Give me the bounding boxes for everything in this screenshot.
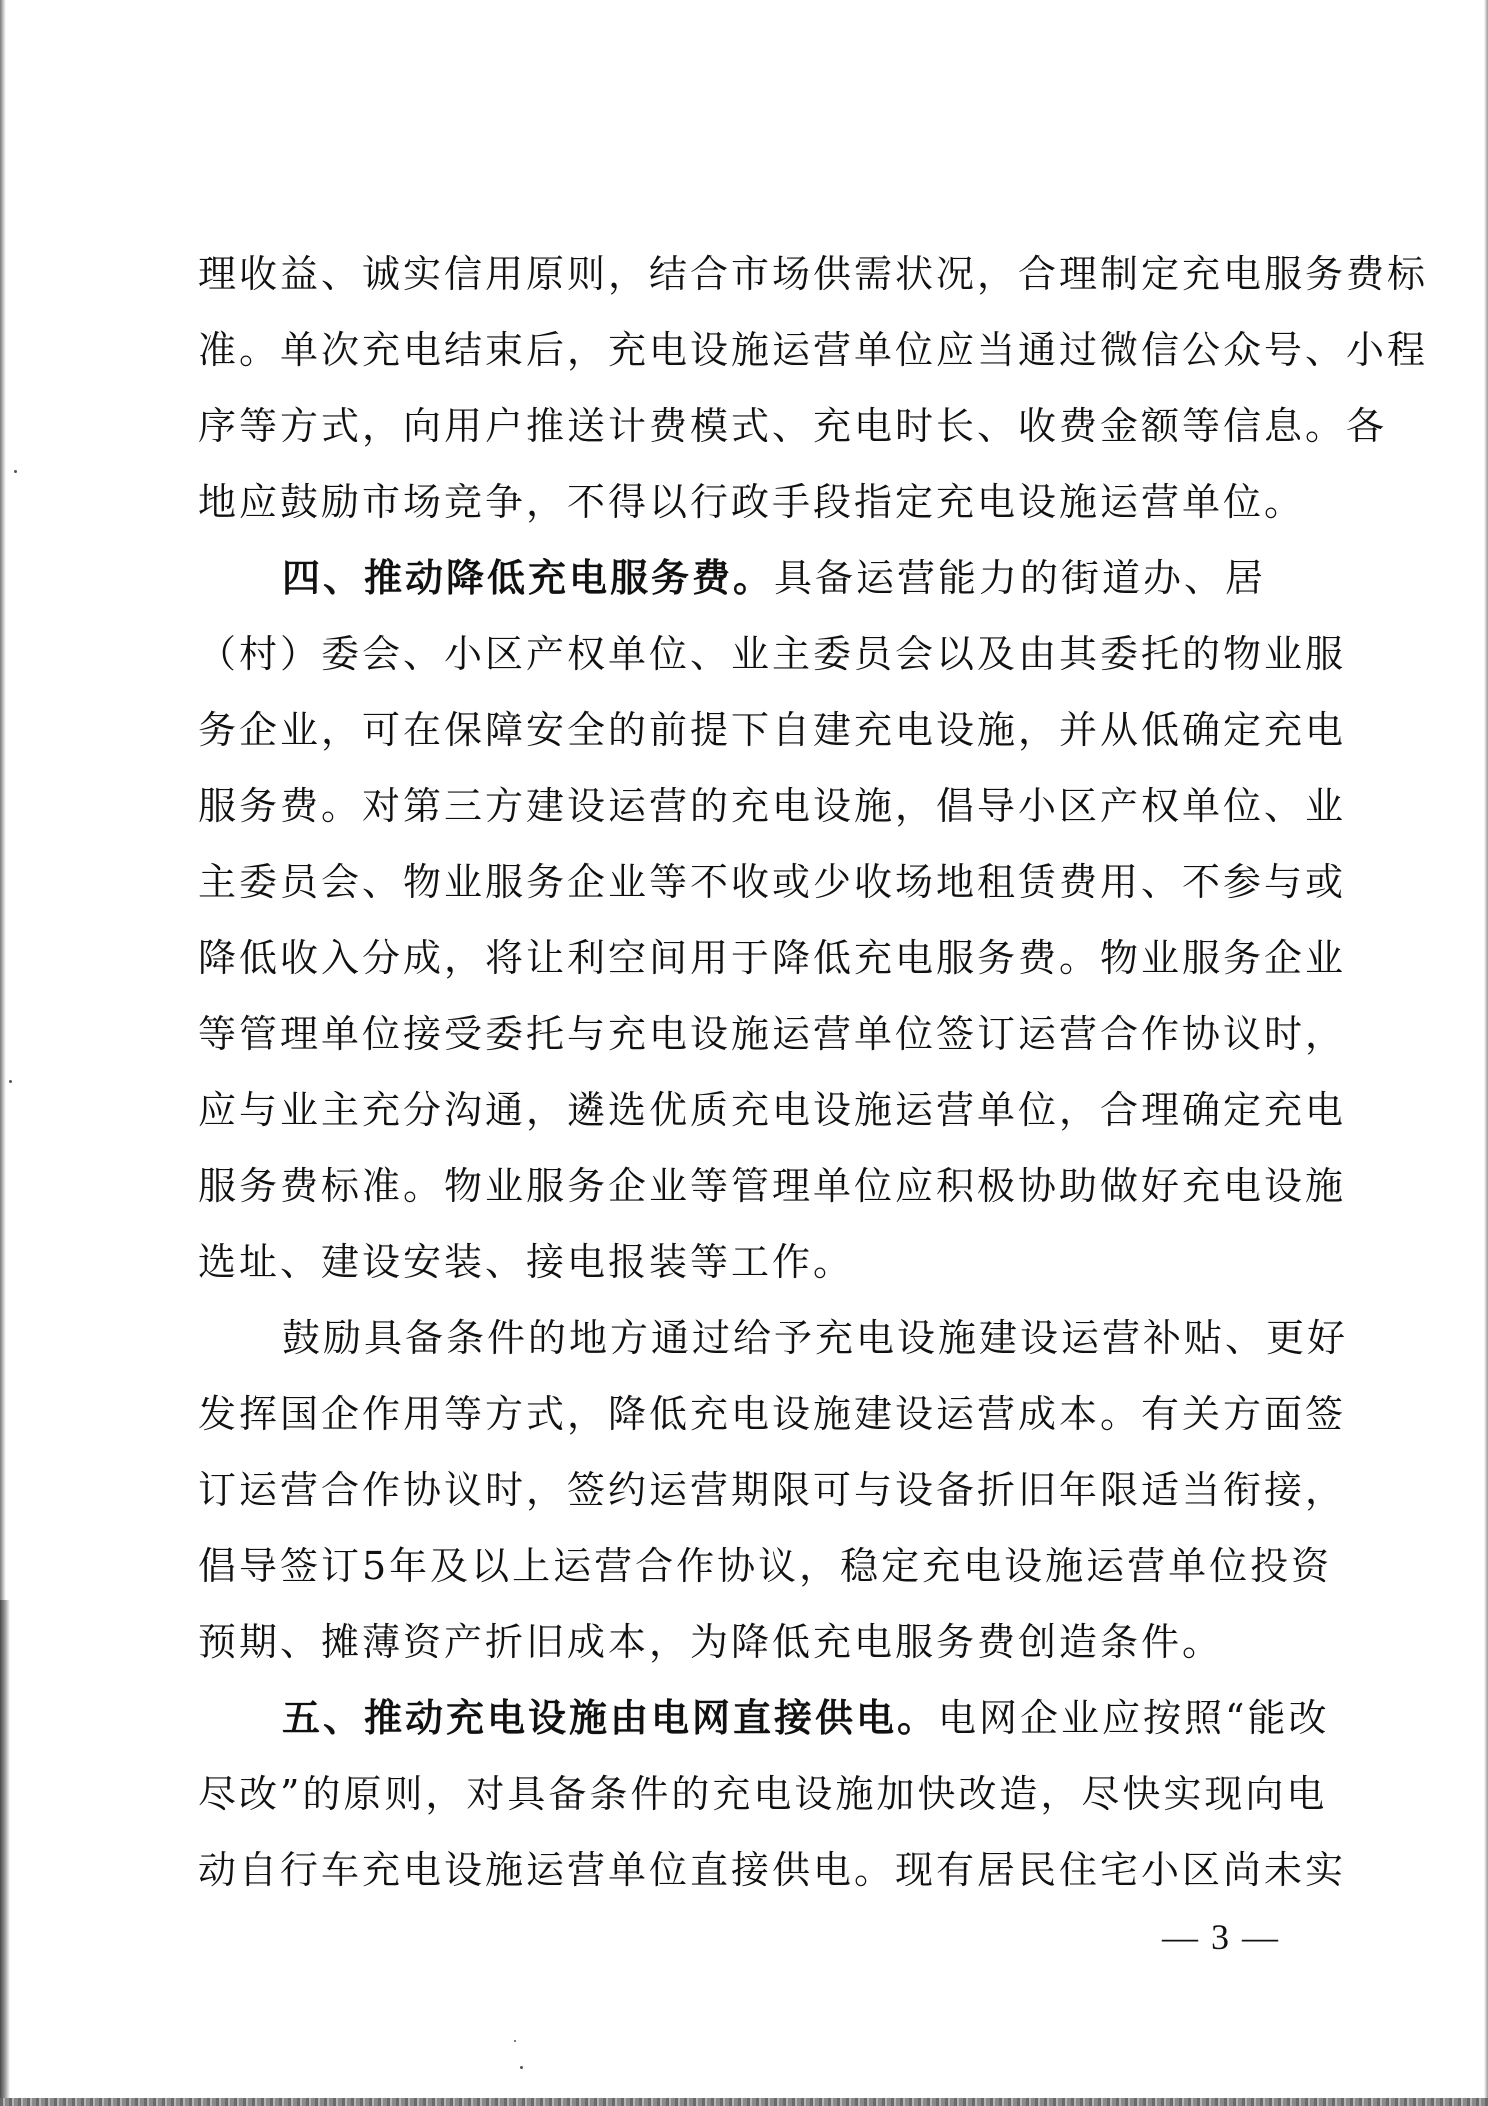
text-line: 选址、建设安装、接电报装等工作。 — [198, 1240, 855, 1284]
scan-edge-right — [1484, 0, 1488, 2106]
text-line: 订运营合作协议时，签约运营期限可与设备折旧年限适当衔接， — [198, 1468, 1347, 1512]
text-line: 准。单次充电结束后，充电设施运营单位应当通过微信公众号、小程 — [198, 328, 1429, 372]
text-line: 倡导签订5年及以上运营合作协议，稳定充电设施运营单位投资 — [198, 1544, 1333, 1588]
text-line: 动自行车充电设施运营单位直接供电。现有居民住宅小区尚未实 — [198, 1848, 1347, 1892]
scan-edge-bottom — [0, 2098, 1488, 2106]
text-line: 服务费标准。物业服务企业等管理单位应积极协助做好充电设施 — [198, 1164, 1347, 1208]
text-line: 应与业主充分沟通，遴选优质充电设施运营单位，合理确定充电 — [198, 1088, 1347, 1132]
section-five-first-line — [198, 1680, 1330, 1756]
scan-speck — [14, 470, 17, 473]
text-line: 鼓励具备条件的地方通过给予充电设施建设运营补贴、更好 — [282, 1316, 1349, 1360]
text-line: 务企业，可在保障安全的前提下自建充电设施，并从低确定充电 — [198, 708, 1347, 752]
text-line: 尽改”的原则，对具备条件的充电设施加快改造，尽快实现向电 — [198, 1772, 1328, 1816]
scan-speck — [9, 1080, 12, 1083]
section-heading: 四、推动降低充电服务费。 — [282, 556, 775, 600]
scan-edge-left-shadow — [0, 1600, 10, 2106]
text-run: 具备运营能力的街道办、居 — [774, 556, 1267, 600]
text-line: 序等方式，向用户推送计费模式、充电时长、收费金额等信息。各 — [198, 404, 1388, 448]
text-line: 等管理单位接受委托与充电设施运营单位签订运营合作协议时， — [198, 1012, 1347, 1056]
text-line: 主委员会、物业服务企业等不收或少收场地租赁费用、不参与或 — [198, 860, 1347, 904]
text-line: 降低收入分成，将让利空间用于降低充电服务费。物业服务企业 — [198, 936, 1347, 980]
section-heading: 五、推动充电设施由电网直接供电。 — [282, 1696, 939, 1740]
text-line: 地应鼓励市场竞争，不得以行政手段指定充电设施运营单位。 — [198, 480, 1306, 524]
text-line: 理收益、诚实信用原则，结合市场供需状况，合理制定充电服务费标 — [198, 252, 1429, 296]
body-text — [198, 236, 1429, 1908]
text-line: 预期、摊薄资产折旧成本，为降低充电服务费创造条件。 — [198, 1620, 1224, 1664]
page-number: — 3 — — [1162, 1917, 1280, 1957]
scan-speck — [514, 2040, 516, 2042]
scan-speck — [520, 2066, 523, 2069]
section-four-first-line — [198, 540, 1290, 616]
text-line: 服务费。对第三方建设运营的充电设施，倡导小区产权单位、业 — [198, 784, 1347, 828]
text-run: 电网企业应按照“能改 — [938, 1696, 1330, 1740]
text-line: 发挥国企作用等方式，降低充电设施建设运营成本。有关方面签 — [198, 1392, 1347, 1436]
text-line: （村）委会、小区产权单位、业主委员会以及由其委托的物业服 — [198, 632, 1347, 676]
